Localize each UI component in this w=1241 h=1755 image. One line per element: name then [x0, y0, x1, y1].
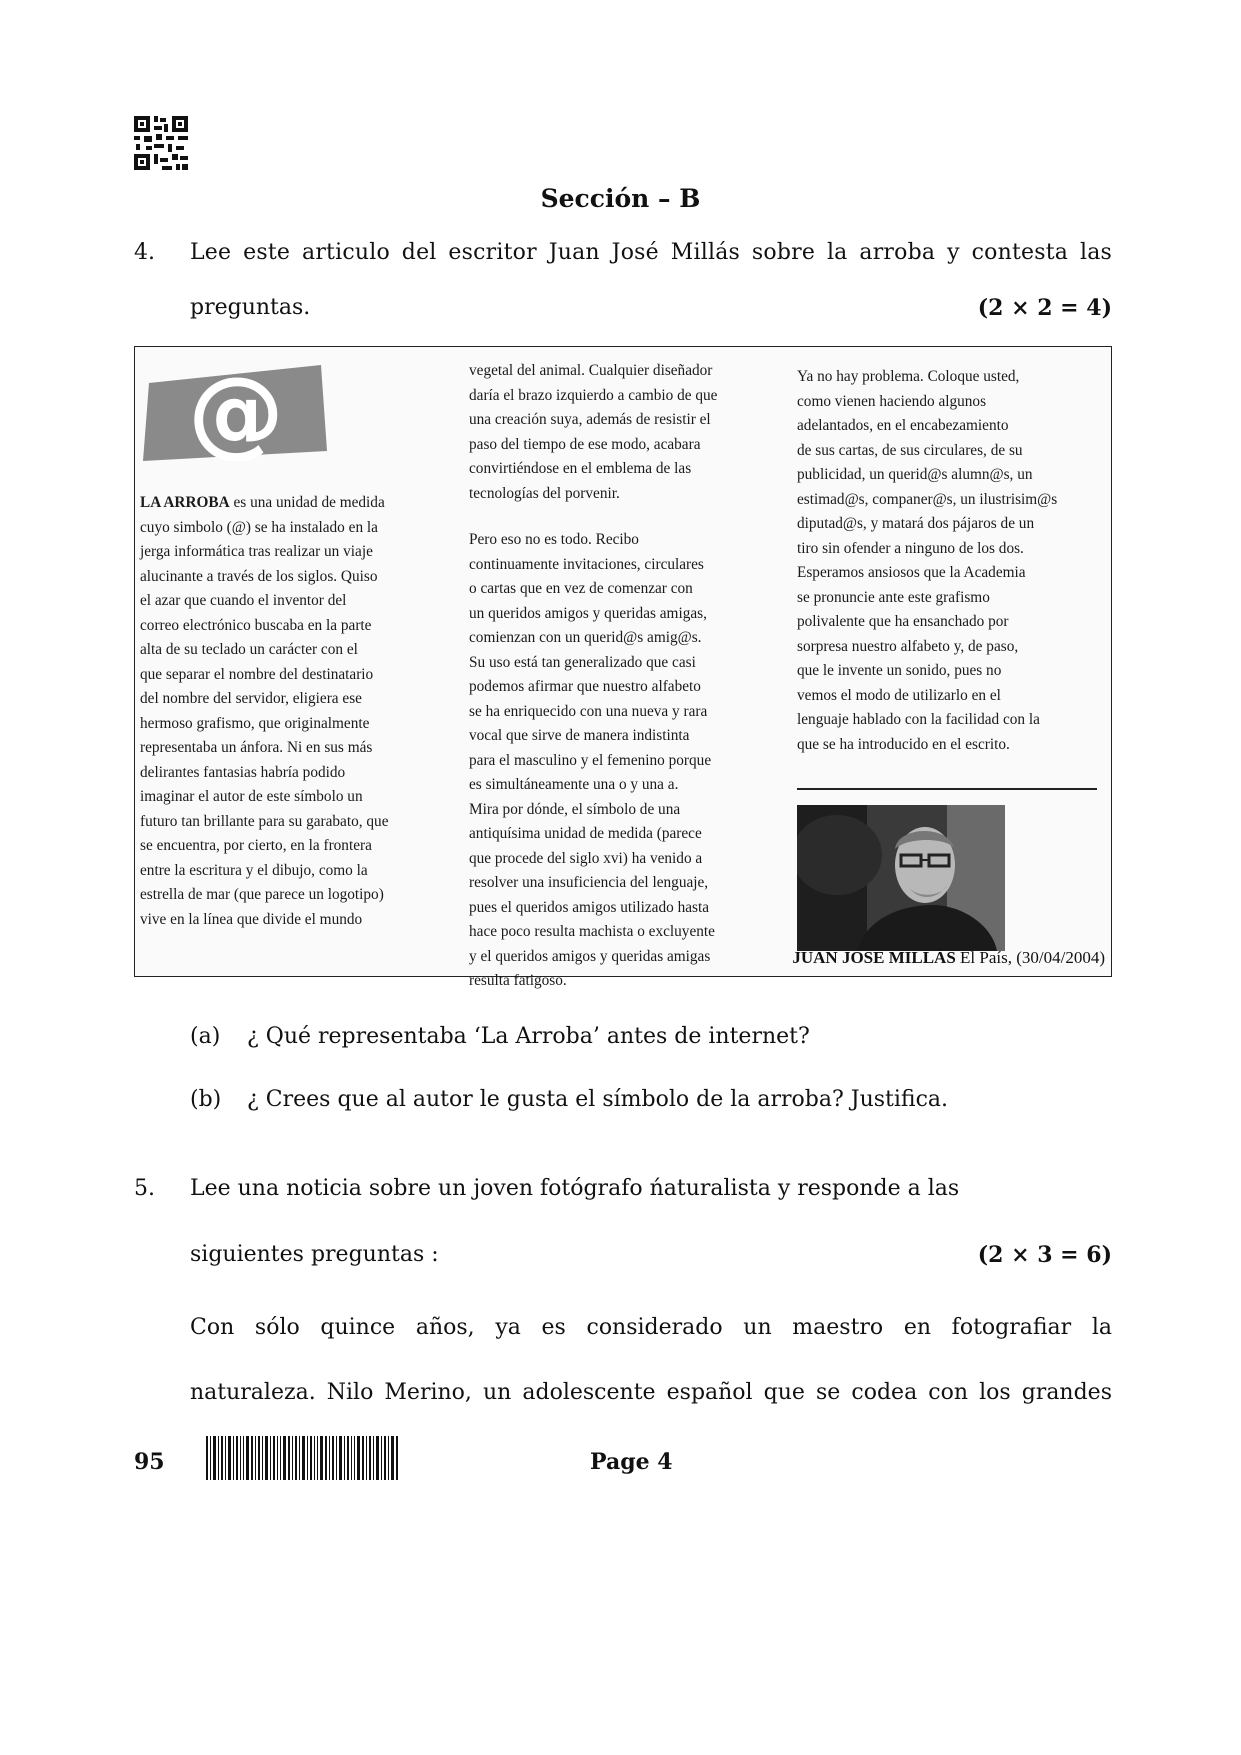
- article-credit: [792, 948, 1105, 968]
- article-col1-line: imaginar el autor de este símbolo un: [140, 788, 363, 805]
- article-col2-line: resolver una insuficiencia del lenguaje,: [469, 874, 709, 891]
- article-col2-line: hace poco resulta machista o excluyente: [469, 923, 715, 940]
- credit-author: JUAN JOSE MILLÁS: [792, 948, 956, 967]
- page-number: Page 4: [590, 1449, 673, 1475]
- article-col1-line: se encuentra, por cierto, en la frontera: [140, 837, 372, 854]
- subquestion-a-label: (a): [190, 1024, 221, 1049]
- article-col1-line: hermoso grafismo, que originalmente: [140, 714, 370, 732]
- article-col3-line: se pronuncie ante este grafismo: [797, 588, 990, 606]
- question-5-marks: (2 × 3 = 6): [977, 1242, 1112, 1268]
- article-col2-line: o cartas que en vez de comenzar con: [469, 580, 693, 597]
- article-lead-word: LA ARROBA: [140, 494, 230, 511]
- section-title: Sección – B: [540, 184, 701, 213]
- article-col2-line: es simultáneamente una o y una a.: [469, 776, 679, 793]
- article-col1-line: LA ARROBA es una unidad de medida: [140, 494, 385, 511]
- article-column-1: [140, 491, 460, 932]
- article-col2-line: vocal que sirve de manera indistinta: [469, 727, 690, 744]
- article-col2-line: tecnologías del porvenir.: [469, 484, 620, 502]
- article-col3-line: Ya no hay problema. Coloque usted,: [797, 368, 1020, 385]
- arroba-symbol: @: [188, 361, 284, 461]
- article-col3-line: diputad@s, y matará dos pájaros de un: [797, 515, 1035, 532]
- article-col3-line: vemos el modo de utilizarlo en el: [797, 686, 1001, 704]
- article-col1-line: entre la escritura y el dibujo, como la: [140, 861, 368, 879]
- question-5-text-line2: siguientes preguntas :: [190, 1242, 439, 1267]
- barcode-icon: [206, 1436, 398, 1480]
- subquestion-a-text: ¿ Qué representaba ‘La Arroba’ antes de internet?: [247, 1024, 810, 1049]
- article-col3-line: Esperamos ansiosos que la Academia: [797, 564, 1026, 581]
- question-5-paragraph-line2: naturaleza. Nilo Merino, un adolescente español que se codea con los grandes: [190, 1380, 1112, 1405]
- article-col1-line: correo electrónico buscaba en la parte: [140, 616, 372, 634]
- article-col3-line: lenguaje hablado con la facilidad con la: [797, 711, 1040, 728]
- article-col3-line: adelantados, en el encabezamiento: [797, 417, 1009, 434]
- article-clipping: [134, 346, 1112, 989]
- subquestion-b-label: (b): [190, 1087, 222, 1112]
- article-col2-line: un queridos amigos y queridas amigas,: [469, 604, 707, 622]
- article-divider: [797, 788, 1097, 790]
- article-col1-line: delirantes fantasias habría podido: [140, 763, 346, 781]
- article-col2-line: que procede del siglo xvi) ha venido a: [469, 849, 703, 867]
- article-column-3: [797, 365, 1107, 757]
- article-col1-line: alucinante a través de los siglos. Quiso: [140, 567, 378, 585]
- question-5-text-line1: Lee una noticia sobre un joven fotógrafo ńaturalista y responde a las: [190, 1176, 960, 1201]
- article-col2-line: daría el brazo izquierdo a cambio de que: [469, 386, 718, 404]
- article-col3-line: que se ha introducido en el escrito.: [797, 735, 1010, 753]
- article-col3-line: de sus cartas, de sus circulares, de su: [797, 441, 1023, 459]
- question-number-4: 4.: [134, 240, 155, 265]
- article-col2-line: comienzan con un querid@s amig@s.: [469, 629, 702, 646]
- article-col2-line: y el queridos amigos y queridas amigas: [469, 947, 711, 965]
- paper-code: 95: [134, 1449, 165, 1475]
- article-col3-line: como vienen haciendo algunos: [797, 392, 987, 410]
- article-col1-line: cuyo simbolo (@) se ha instalado en la: [140, 518, 378, 536]
- article-col2-line: Mira por dónde, el símbolo de una: [469, 800, 681, 818]
- arroba-logo-icon: [143, 361, 327, 461]
- article-col1-line: del nombre del servidor, eligiera ese: [140, 690, 362, 707]
- article-col1-line: jerga informática tras realizar un viaje: [140, 543, 373, 560]
- article-col3-line: estimad@s, companer@s, un ilustrisim@s: [797, 490, 1058, 508]
- article-col3-line: polivalente que ha ensanchado por: [797, 613, 1009, 630]
- qr-code-icon: [134, 116, 188, 170]
- article-col3-line: que le invente un sonido, pues no: [797, 662, 1002, 679]
- article-col1-line: el azar que cuando el inventor del: [140, 592, 347, 609]
- question-5-paragraph-line1: Con sólo quince años, ya es considerado un maestro en fotografiar la: [190, 1315, 1112, 1340]
- article-col1-line: futuro tan brillante para su garabato, que: [140, 812, 389, 830]
- question-4-marks: (2 × 2 = 4): [977, 295, 1112, 321]
- question-4-text-line1: Lee este articulo del escritor Juan José Millás sobre la arroba y contesta las: [190, 240, 1112, 265]
- article-col3-line: publicidad, un querid@s alumn@s, un: [797, 466, 1033, 483]
- article-col2-line: podemos afirmar que nuestro alfabeto: [469, 678, 701, 695]
- credit-source: El País, (30/04/2004): [955, 948, 1105, 967]
- article-col1-line: alta de su teclado un carácter con el: [140, 641, 358, 658]
- article-col3-line: sorpresa nuestro alfabeto y, de paso,: [797, 637, 1019, 655]
- article-col2-line: paso del tiempo de ese modo, acabara: [469, 435, 701, 453]
- article-col2-line: se ha enriquecido con una nueva y rara: [469, 702, 708, 720]
- article-col1-line: representaba un ánfora. Ni en sus más: [140, 739, 373, 756]
- question-4-text-line2: preguntas.: [190, 295, 311, 320]
- article-col2-line: Pero eso no es todo. Recibo: [469, 531, 639, 548]
- article-col2-line: Su uso está tan generalizado que casi: [469, 653, 696, 671]
- article-col1-line: estrella de mar (que parece un logotipo): [140, 886, 384, 903]
- article-col2-line: una creación suya, además de resistir el: [469, 411, 711, 428]
- article-col2-line: continuamente invitaciones, circulares: [469, 555, 704, 573]
- question-number-5: 5.: [134, 1176, 155, 1201]
- article-col3-line: tiro sin ofender a ninguno de los dos.: [797, 539, 1024, 557]
- article-col2-line: resulta fatigoso.: [469, 972, 567, 989]
- author-photo: [797, 805, 1005, 951]
- article-col2-line: convirtiéndose en el emblema de las: [469, 460, 692, 477]
- subquestion-b-text: ¿ Crees que al autor le gusta el símbolo de la arroba? Justifica.: [247, 1087, 949, 1112]
- article-col2-line: pues el queridos amigos utilizado hasta: [469, 898, 710, 916]
- article-col1-line: que separar el nombre del destinatario: [140, 665, 374, 683]
- article-column-2: [469, 359, 789, 994]
- article-col2-line: para el masculino y el femenino porque: [469, 751, 712, 769]
- article-col2-line: vegetal del animal. Cualquier diseñador: [469, 362, 713, 379]
- article-col1-line: vive en la línea que divide el mundo: [140, 910, 363, 928]
- article-col2-line: antiquísima unidad de medida (parece: [469, 825, 702, 842]
